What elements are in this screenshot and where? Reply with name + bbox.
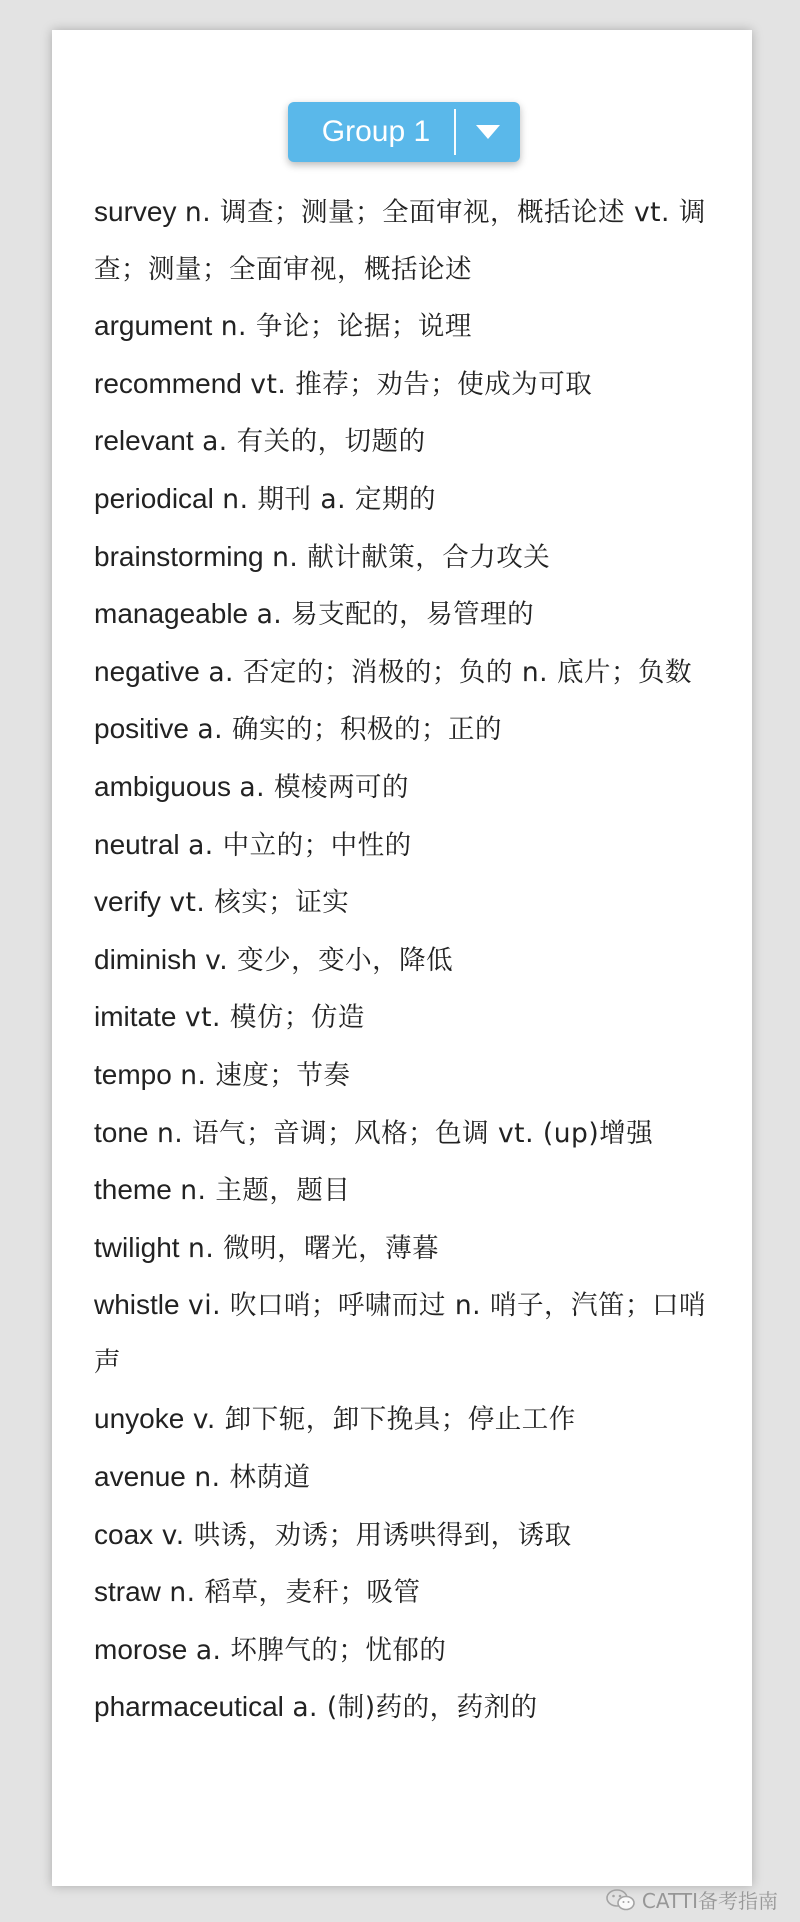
vocab-definition: n. 速度；节奏 bbox=[180, 1059, 351, 1091]
vocab-word: twilight bbox=[94, 1231, 180, 1263]
vocabulary-card bbox=[52, 30, 752, 1886]
vocab-entry bbox=[94, 989, 724, 1047]
vocab-word: imitate bbox=[94, 1001, 177, 1033]
vocab-definition: a. 中立的；中性的 bbox=[188, 829, 412, 861]
group-dropdown[interactable] bbox=[288, 102, 520, 162]
vocab-word: positive bbox=[94, 713, 189, 745]
vocab-word: coax bbox=[94, 1518, 154, 1550]
vocab-entry bbox=[94, 529, 724, 587]
vocab-definition: n. 稻草，麦秆；吸管 bbox=[169, 1577, 421, 1609]
vocab-word: periodical bbox=[94, 482, 214, 514]
vocab-word: straw bbox=[94, 1576, 161, 1608]
vocab-word: brainstorming bbox=[94, 540, 264, 572]
chevron-down-icon[interactable] bbox=[456, 102, 520, 162]
vocab-definition: v. 卸下轭，卸下挽具；停止工作 bbox=[192, 1404, 576, 1436]
vocab-definition: n. 期刊 a. 定期的 bbox=[222, 483, 436, 515]
vocab-word: recommend bbox=[94, 367, 242, 399]
vocab-entry bbox=[94, 1277, 724, 1391]
vocab-entry bbox=[94, 817, 724, 875]
vocab-entry bbox=[94, 1391, 724, 1449]
vocab-entry bbox=[94, 1220, 724, 1278]
vocab-entry bbox=[94, 298, 724, 356]
vocab-definition: n. 献计献策，合力攻关 bbox=[272, 541, 551, 573]
vocab-entry bbox=[94, 1105, 724, 1163]
vocab-entry bbox=[94, 644, 724, 702]
vocab-word: avenue bbox=[94, 1461, 186, 1493]
vocab-entry bbox=[94, 1449, 724, 1507]
vocab-definition: vt. 推荐；劝告；使成为可取 bbox=[250, 368, 593, 400]
vocab-entry bbox=[94, 184, 724, 298]
vocab-definition: a. 坏脾气的；忧郁的 bbox=[195, 1634, 447, 1666]
vocab-definition: a. 确实的；积极的；正的 bbox=[197, 714, 502, 746]
vocabulary-list bbox=[94, 184, 724, 1737]
vocab-word: morose bbox=[94, 1633, 188, 1665]
group-dropdown-label: Group 1 bbox=[321, 115, 431, 148]
vocab-entry bbox=[94, 413, 724, 471]
group-dropdown-divider bbox=[454, 109, 456, 155]
vocab-definition: n. 主题，题目 bbox=[180, 1175, 351, 1207]
vocab-definition: n. 调查；测量；全面审视，概括论述 vt. 调查；测量；全面审视，概括论述 bbox=[94, 197, 706, 285]
vocab-entry bbox=[94, 1564, 724, 1622]
vocab-word: tempo bbox=[94, 1058, 172, 1090]
vocab-definition: n. 微明，曙光，薄暮 bbox=[188, 1232, 440, 1264]
vocab-definition: a. 有关的，切题的 bbox=[202, 426, 426, 458]
vocab-word: verify bbox=[94, 886, 161, 918]
vocab-entry bbox=[94, 874, 724, 932]
vocab-entry bbox=[94, 471, 724, 529]
vocab-definition: a. 模棱两可的 bbox=[239, 771, 410, 803]
vocab-definition: n. 争论；论据；说理 bbox=[220, 311, 472, 343]
vocab-word: tone bbox=[94, 1116, 149, 1148]
vocab-word: relevant bbox=[94, 425, 194, 457]
vocab-entry bbox=[94, 759, 724, 817]
vocab-entry bbox=[94, 701, 724, 759]
vocab-word: diminish bbox=[94, 943, 197, 975]
vocab-definition: a. 易支配的，易管理的 bbox=[256, 599, 535, 631]
vocab-word: pharmaceutical bbox=[94, 1691, 284, 1723]
vocab-definition: vt. 模仿；仿造 bbox=[184, 1002, 365, 1034]
vocab-entry bbox=[94, 1622, 724, 1680]
vocab-definition: v. 哄诱，劝诱；用诱哄得到，诱取 bbox=[161, 1519, 572, 1551]
vocab-entry bbox=[94, 1047, 724, 1105]
vocab-definition: a. (制)药的，药剂的 bbox=[292, 1692, 538, 1724]
watermark-text: CATTI备考指南 bbox=[641, 1889, 778, 1913]
vocab-entry bbox=[94, 932, 724, 990]
wechat-icon bbox=[606, 1888, 636, 1912]
vocab-word: unyoke bbox=[94, 1403, 185, 1435]
vocab-definition: v. 变少，变小，降低 bbox=[205, 944, 454, 976]
watermark bbox=[606, 1885, 778, 1914]
vocab-definition: vt. 核实；证实 bbox=[169, 887, 350, 919]
vocab-entry bbox=[94, 1162, 724, 1220]
vocab-definition: a. 否定的；消极的；负的 n. 底片；负数 bbox=[208, 656, 692, 688]
vocab-word: ambiguous bbox=[94, 770, 231, 802]
vocab-word: theme bbox=[94, 1174, 172, 1206]
vocab-entry bbox=[94, 586, 724, 644]
vocab-entry bbox=[94, 356, 724, 414]
vocab-word: negative bbox=[94, 655, 200, 687]
vocab-word: argument bbox=[94, 310, 213, 342]
vocab-word: neutral bbox=[94, 828, 180, 860]
vocab-word: whistle bbox=[94, 1289, 180, 1321]
vocab-entry bbox=[94, 1679, 724, 1737]
chevron-down-icon-glyph bbox=[475, 124, 501, 140]
vocab-entry bbox=[94, 1507, 724, 1565]
vocab-definition: n. 林荫道 bbox=[194, 1462, 311, 1494]
vocab-definition: n. 语气；音调；风格；色调 vt. (up)增强 bbox=[156, 1117, 654, 1149]
vocab-definition: vi. 吹口哨；呼啸而过 n. 哨子，汽笛；口哨声 bbox=[94, 1290, 706, 1378]
vocab-word: manageable bbox=[94, 598, 249, 630]
vocab-word: survey bbox=[94, 196, 177, 227]
